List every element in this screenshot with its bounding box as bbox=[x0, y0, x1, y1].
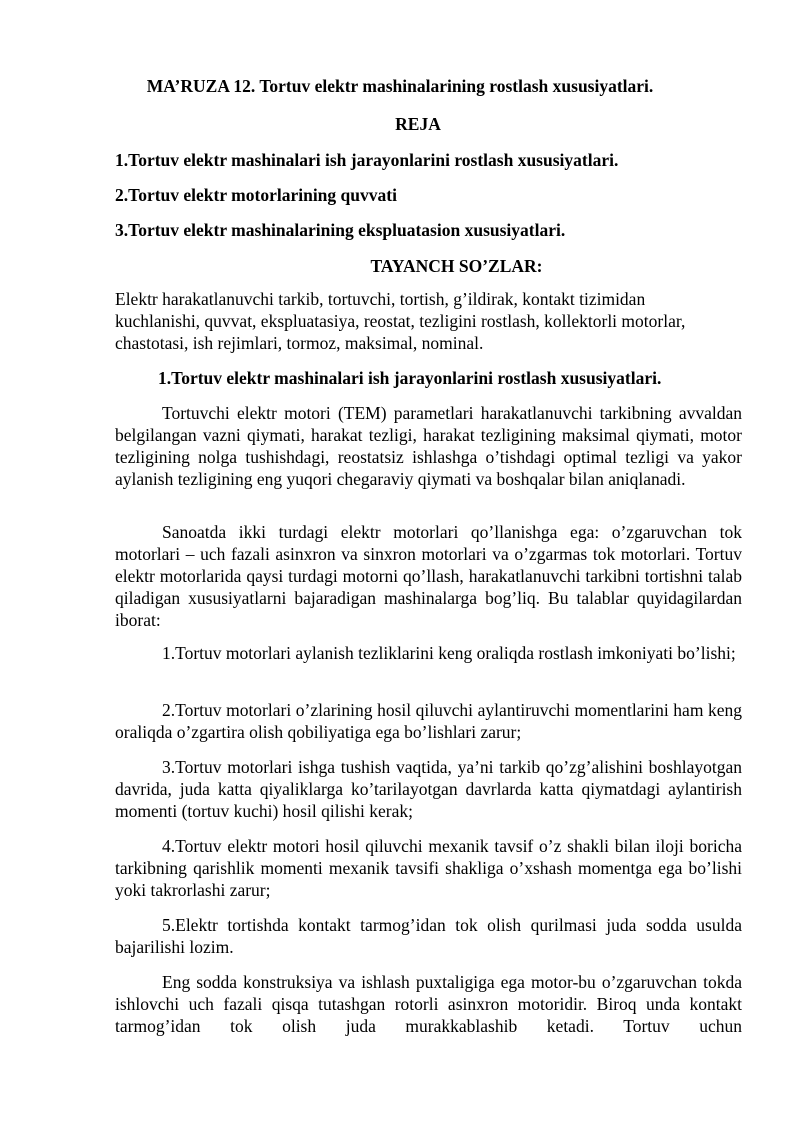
keywords-list bbox=[115, 288, 755, 354]
plan-heading: REJA bbox=[395, 114, 441, 134]
keywords-heading: TAYANCH SO’ZLAR: bbox=[370, 256, 543, 276]
list-paragraph: 3.Tortuv motorlari ishga tushish vaqtida, ya’ni tarkib qo’zg’alishini boshlayotgan davrida, juda katta qiyaliklarga ko’tarilayotgan davrlarda katta qiymatdagi aylantirish momenti (tortuv kuchi) hosil qilishi kerak; bbox=[115, 757, 742, 821]
plan-item: 2.Tortuv elektr motorlarining quvvati bbox=[115, 185, 397, 205]
list-paragraph: 4.Tortuv elektr motori hosil qiluvchi mexanik tavsif o’z shakli bilan iloji boricha tarkibning qarishlik momenti mexanik tavsifi shakliga o’xshash momentga ega bo’lishi yoki takrorlashi zarur; bbox=[115, 836, 742, 900]
body-paragraph: Tortuvchi elektr motori (TEM) parametlari harakatlanuvchi tarkibning avvaldan belgilangan vazni qiymati, harakat tezligi, harakat tezligining maksimal qiymati, motor tezligining nolga tushishdagi, reostatsiz ishlashga o’tishdagi optimal tezligi va yakor aylanish tezligining eng yuqori chegaraviy qiymati va boshqalar bilan aniqlanadi. bbox=[115, 403, 742, 489]
list-paragraph: 2.Tortuv motorlari o’zlarining hosil qiluvchi aylantiruvchi momentlarini ham keng oraliqda o’zgartira olish qobiliyatiga ega bo’lishlari zarur; bbox=[115, 700, 742, 742]
keywords-line: chastotasi, ish rejimlari, tormoz, maksimal, nominal. bbox=[115, 333, 484, 353]
plan-item: 3.Tortuv elektr mashinalarining ekspluatasion xususiyatlari. bbox=[115, 220, 566, 240]
keywords-line: Elektr harakatlanuvchi tarkib, tortuvchi, tortish, g’ildirak, kontakt tizimidan bbox=[115, 289, 646, 309]
body-paragraph: Sanoatda ikki turdagi elektr motorlari qo’llanishga ega: o’zgaruvchan tok motorlari – uch fazali asinxron va sinxron motorlari va o’zgarmas tok motorlari. Tortuv elektr motorlarida qaysi turdagi motorni qo’llash, harakatlanuvchi tarkibni tortishni talab qiladigan xususiyatlarni bajaradigan mashinalarga bog’liq. Bu talablar quyidagilardan iborat: bbox=[115, 522, 742, 630]
keywords-line: kuchlanishi, quvvat, ekspluatasiya, reostat, tezligini rostlash, kollektorli motorlar, bbox=[115, 311, 686, 331]
body-paragraph: Eng sodda konstruksiya va ishlash puxtaligiga ega motor-bu o’zgaruvchan tokda ishlovchi uch fazali qisqa tutashgan rotorli asinxron motoridir. Biroq unda kontakt tarmog’idan tok olish juda murakkablashib ketadi. Tortuv uchun bbox=[115, 972, 742, 1036]
list-paragraph: 1.Tortuv motorlari aylanish tezliklarini keng oraliqda rostlash imkoniyati bo’lishi; bbox=[162, 643, 736, 663]
lecture-title: MA’RUZA 12. Tortuv elektr mashinalarining rostlash xususiyatlari. bbox=[146, 76, 654, 96]
section-heading: 1.Tortuv elektr mashinalari ish jarayonlarini rostlash xususiyatlari. bbox=[158, 368, 662, 388]
plan-item: 1.Tortuv elektr mashinalari ish jarayonlarini rostlash xususiyatlari. bbox=[115, 150, 619, 170]
list-paragraph: 5.Elektr tortishda kontakt tarmog’idan tok olish qurilmasi juda sodda usulda bajarilishi lozim. bbox=[115, 915, 742, 957]
